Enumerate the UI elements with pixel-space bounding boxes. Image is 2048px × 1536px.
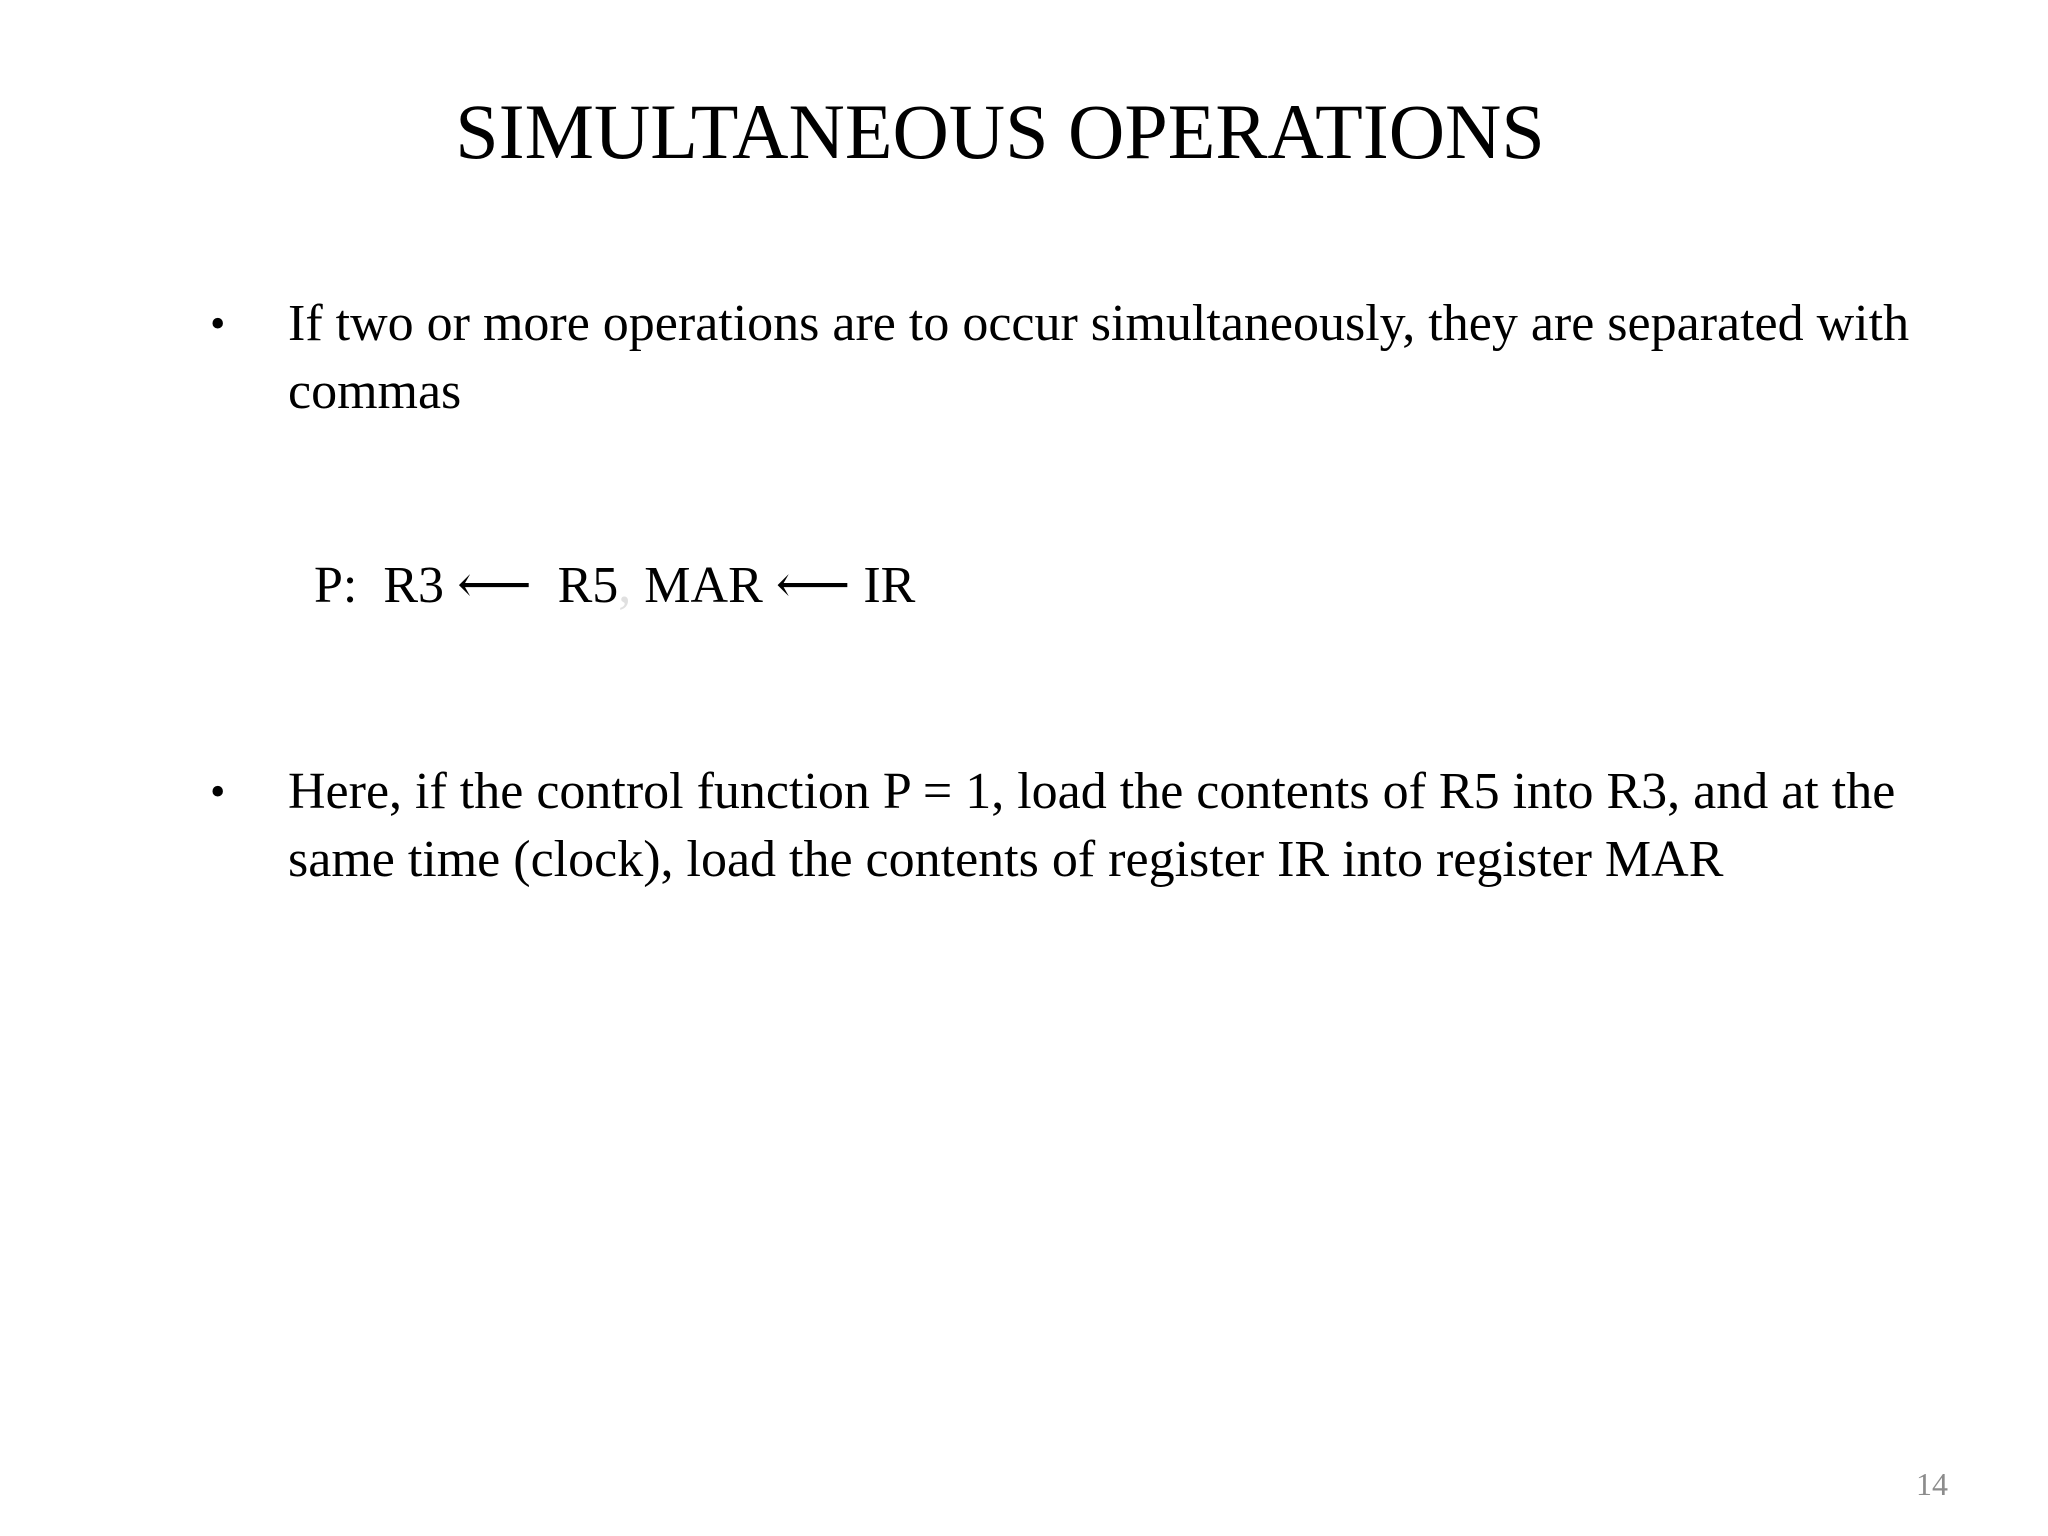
equation-arrow-2: ⟵: [775, 557, 851, 614]
equation-separator: ,: [618, 557, 632, 614]
equation-src2: IR: [863, 557, 916, 614]
bullet-dot: •: [210, 299, 226, 348]
equation-condition: P:: [314, 557, 358, 614]
page-number: 14: [1916, 1466, 1948, 1502]
bullet-text: If two or more operations are to occur simultaneously, they are separated with commas: [288, 295, 1910, 420]
slide-title: SIMULTANEOUS OPERATIONS: [455, 88, 1545, 175]
equation-dest1: R3: [383, 557, 445, 614]
equation-dest2: MAR: [644, 557, 763, 614]
bullet-dot: •: [210, 767, 226, 816]
equation-arrow-1: ⟵: [457, 557, 532, 614]
bullet-text: Here, if the control function P = 1, load the contents of R5 into R3, and at the same time (clock), load the contents of register IR into register MAR: [288, 763, 1896, 888]
transfer-equation: [314, 552, 915, 620]
equation-src1: R5: [557, 557, 619, 614]
